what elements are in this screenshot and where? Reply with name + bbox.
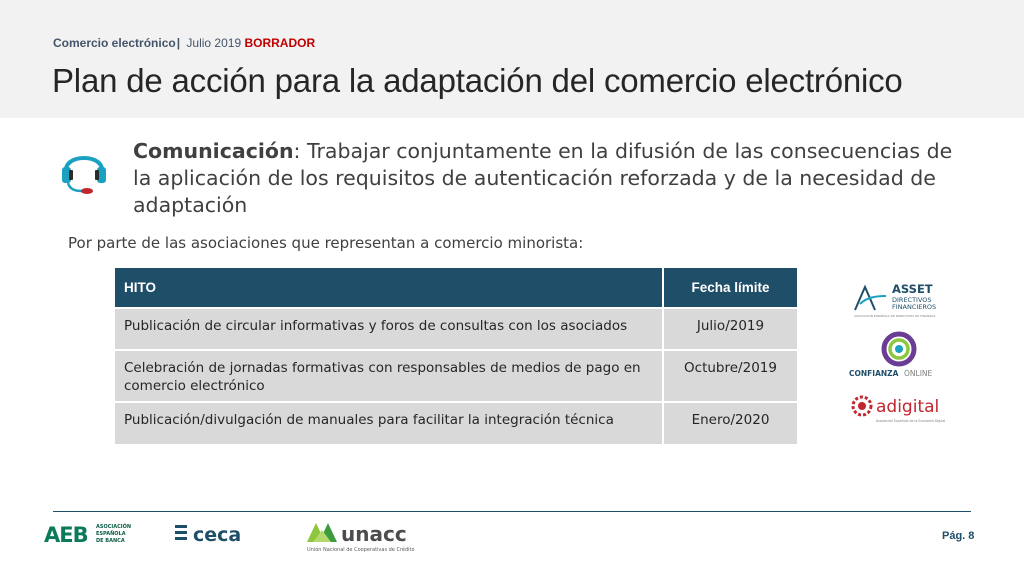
column-header-hito: HITO bbox=[115, 268, 663, 308]
asset-logo-name: ASSET bbox=[892, 282, 933, 296]
footer-divider bbox=[53, 511, 971, 512]
page-title: Plan de acción para la adaptación del comercio electrónico bbox=[52, 62, 903, 99]
unacc-logo-tagline: Unión Nacional de Cooperativas de Crédito bbox=[307, 547, 415, 553]
cell-fecha: Octubre/2019 bbox=[663, 350, 797, 402]
headset-icon bbox=[56, 140, 112, 196]
aeb-logo bbox=[44, 520, 134, 546]
cell-fecha: Enero/2020 bbox=[663, 402, 797, 444]
confianza-logo-name: CONFIANZA bbox=[849, 369, 899, 378]
draft-label: BORRADOR bbox=[244, 36, 316, 50]
breadcrumb bbox=[53, 36, 315, 50]
cell-hito: Publicación/divulgación de manuales para facilitar la integración técnica bbox=[115, 402, 663, 444]
asset-logo-tagline: ASOCIACIÓN ESPAÑOLA DE DIRECTIVOS DE FINANZAS bbox=[854, 314, 936, 318]
communication-text: : Trabajar conjuntamente en la difusión de las consecuencias de la aplicación de los requisitos de autenticación reforzada y de la necesidad de adaptación bbox=[133, 139, 953, 217]
table-header-row bbox=[115, 268, 797, 308]
aeb-logo-line2: ESPAÑOLA bbox=[96, 531, 126, 537]
cell-hito: Publicación de circular informativas y foros de consultas con los asociados bbox=[115, 308, 663, 350]
confianza-logo-name2: ONLINE bbox=[904, 369, 933, 378]
confianza-online-logo bbox=[848, 330, 950, 380]
header-band bbox=[0, 0, 1024, 118]
unacc-logo bbox=[305, 518, 427, 554]
table-row bbox=[115, 308, 797, 350]
asset-logo bbox=[852, 282, 948, 320]
ceca-logo-name: ceca bbox=[193, 524, 242, 546]
breadcrumb-main: Comercio electrónico bbox=[53, 36, 176, 50]
section-subtitle: Por parte de las asociaciones que representan a comercio minorista: bbox=[68, 234, 584, 252]
aeb-logo-letters: AEB bbox=[44, 523, 88, 546]
cell-fecha: Julio/2019 bbox=[663, 308, 797, 350]
communication-paragraph bbox=[133, 138, 953, 219]
page-number: Pág. 8 bbox=[942, 530, 975, 542]
table-row bbox=[115, 402, 797, 444]
ceca-logo bbox=[172, 520, 254, 546]
asset-logo-line3: FINANCIEROS bbox=[892, 303, 937, 311]
asset-logo-line2: DIRECTIVOS bbox=[892, 296, 932, 304]
unacc-logo-name: unacc bbox=[341, 522, 407, 546]
milestones-table bbox=[115, 268, 797, 444]
aeb-logo-line3: DE BANCA bbox=[96, 538, 125, 544]
breadcrumb-separator: | bbox=[176, 36, 181, 50]
adigital-logo-name: adigital bbox=[876, 397, 940, 417]
breadcrumb-date: Julio 2019 bbox=[186, 36, 242, 50]
communication-label: Comunicación bbox=[133, 139, 294, 163]
adigital-logo-tagline: Asociación Española de la Economía Digital bbox=[876, 419, 946, 423]
column-header-fecha: Fecha límite bbox=[663, 268, 797, 308]
aeb-logo-line1: ASOCIACIÓN bbox=[96, 524, 132, 530]
adigital-logo bbox=[850, 392, 950, 426]
table-row bbox=[115, 350, 797, 402]
cell-hito: Celebración de jornadas formativas con responsables de medios de pago en comercio electrónico bbox=[115, 350, 663, 402]
